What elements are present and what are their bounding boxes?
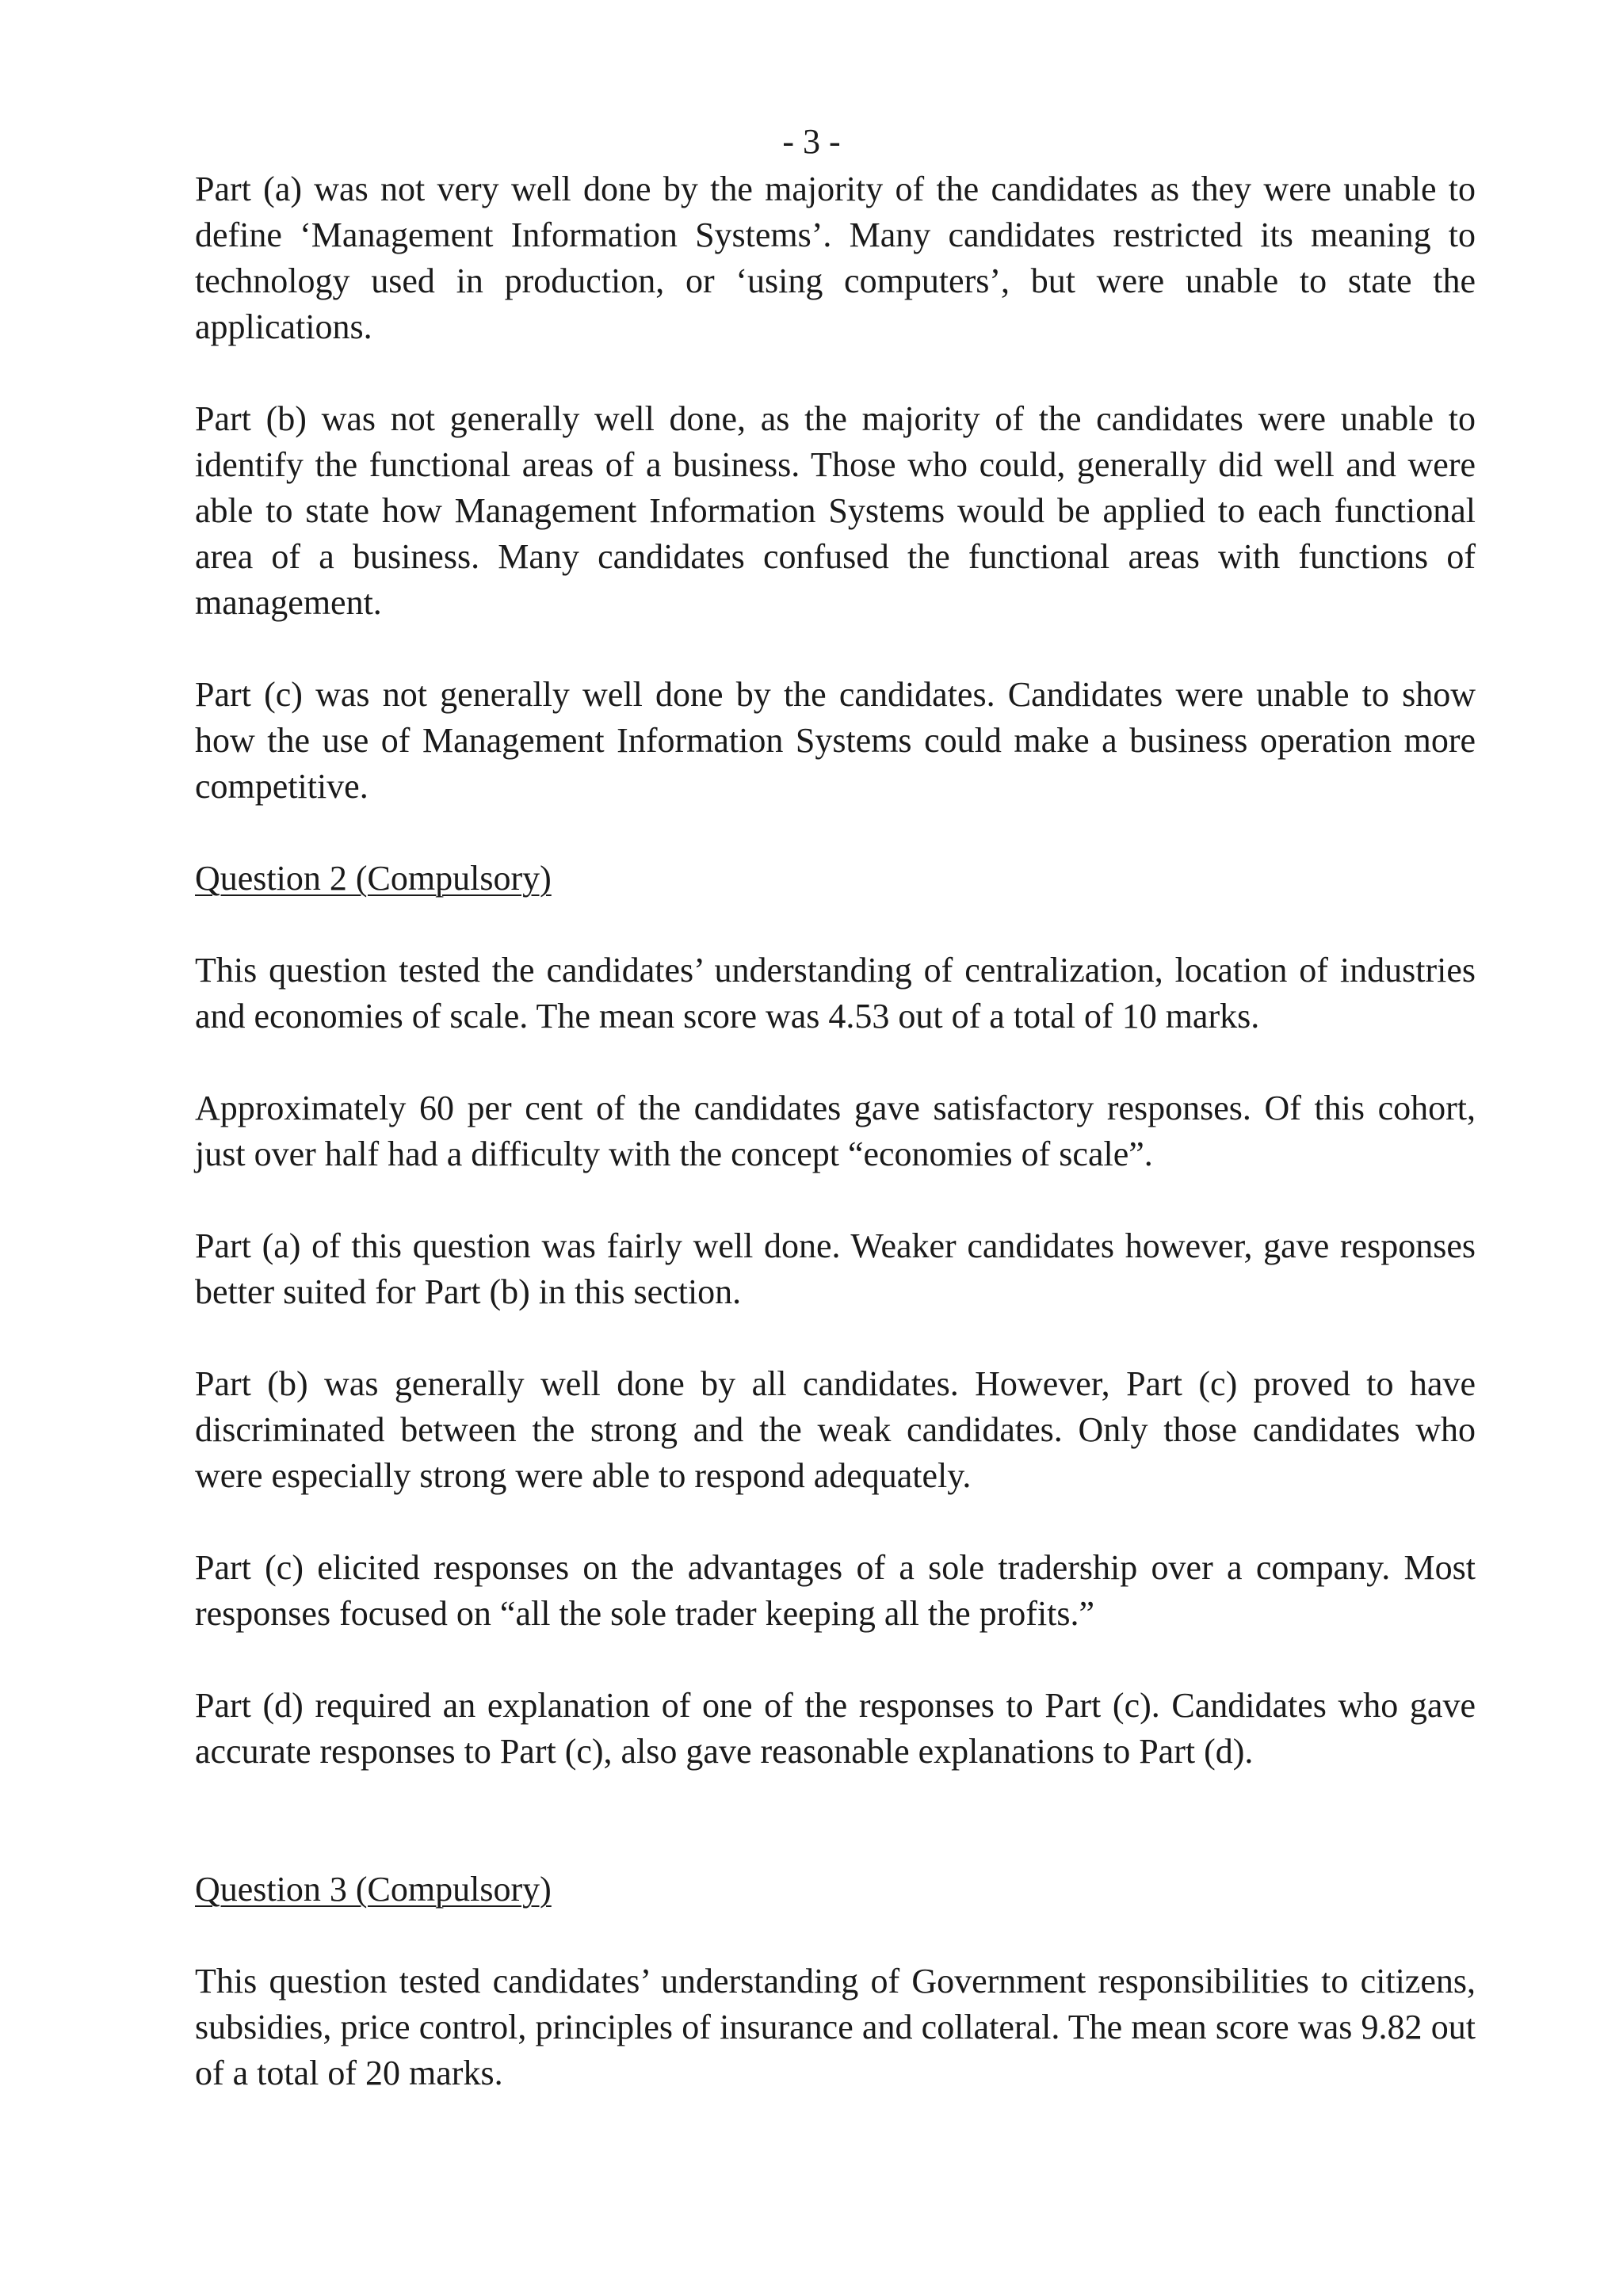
page-number: - 3 - <box>782 122 841 161</box>
question-2-heading: Question 2 (Compulsory) <box>195 859 552 898</box>
q1-part-b-paragraph: Part (b) was not generally well done, as the majority of the candidates were unable to identify the functional areas of a business. Those who could, generally did well and were able to state how Management Information Systems would be applied to each functional area of a business. Many candidates confused the functional areas with functions of management. <box>195 399 1476 622</box>
report-body <box>195 166 1476 2096</box>
q2-intro-paragraph: This question tested the candidates’ understanding of centralization, location of industries and economies of scale. The mean score was 4.53 out of a total of 10 marks. <box>195 951 1476 1035</box>
q1-part-c-paragraph: Part (c) was not generally well done by the candidates. Candidates were unable to show how the use of Management Information Systems could make a business operation more competitive. <box>195 675 1476 806</box>
q3-intro-paragraph: This question tested candidates’ understanding of Government responsibilities to citizens, subsidies, price control, principles of insurance and collateral. The mean score was 9.82 out of a total of 20 marks. <box>195 1962 1476 2092</box>
q1-part-a-paragraph: Part (a) was not very well done by the majority of the candidates as they were unable to define ‘Management Information Systems’. Many candidates restricted its meaning to technology used in production, or ‘using computers’, but were unable to state the applications. <box>195 170 1476 346</box>
q2-part-d-paragraph: Part (d) required an explanation of one of the responses to Part (c). Candidates who gave accurate responses to Part (c), also gave reasonable explanations to Part (d). <box>195 1686 1476 1771</box>
question-3-heading: Question 3 (Compulsory) <box>195 1870 552 1909</box>
q2-part-b-paragraph: Part (b) was generally well done by all candidates. However, Part (c) proved to have discriminated between the strong and the weak candidates. Only those candidates who were especially strong were able to respond adequately. <box>195 1364 1476 1495</box>
q2-part-c-paragraph: Part (c) elicited responses on the advantages of a sole tradership over a company. Most responses focused on “all the sole trader keeping all the profits.” <box>195 1548 1476 1633</box>
q2-cohort-paragraph: Approximately 60 per cent of the candidates gave satisfactory responses. Of this cohort, just over half had a difficulty with the concept “economies of scale”. <box>195 1089 1476 1173</box>
q2-part-a-paragraph: Part (a) of this question was fairly well done. Weaker candidates however, gave responses better suited for Part (b) in this section. <box>195 1226 1476 1311</box>
